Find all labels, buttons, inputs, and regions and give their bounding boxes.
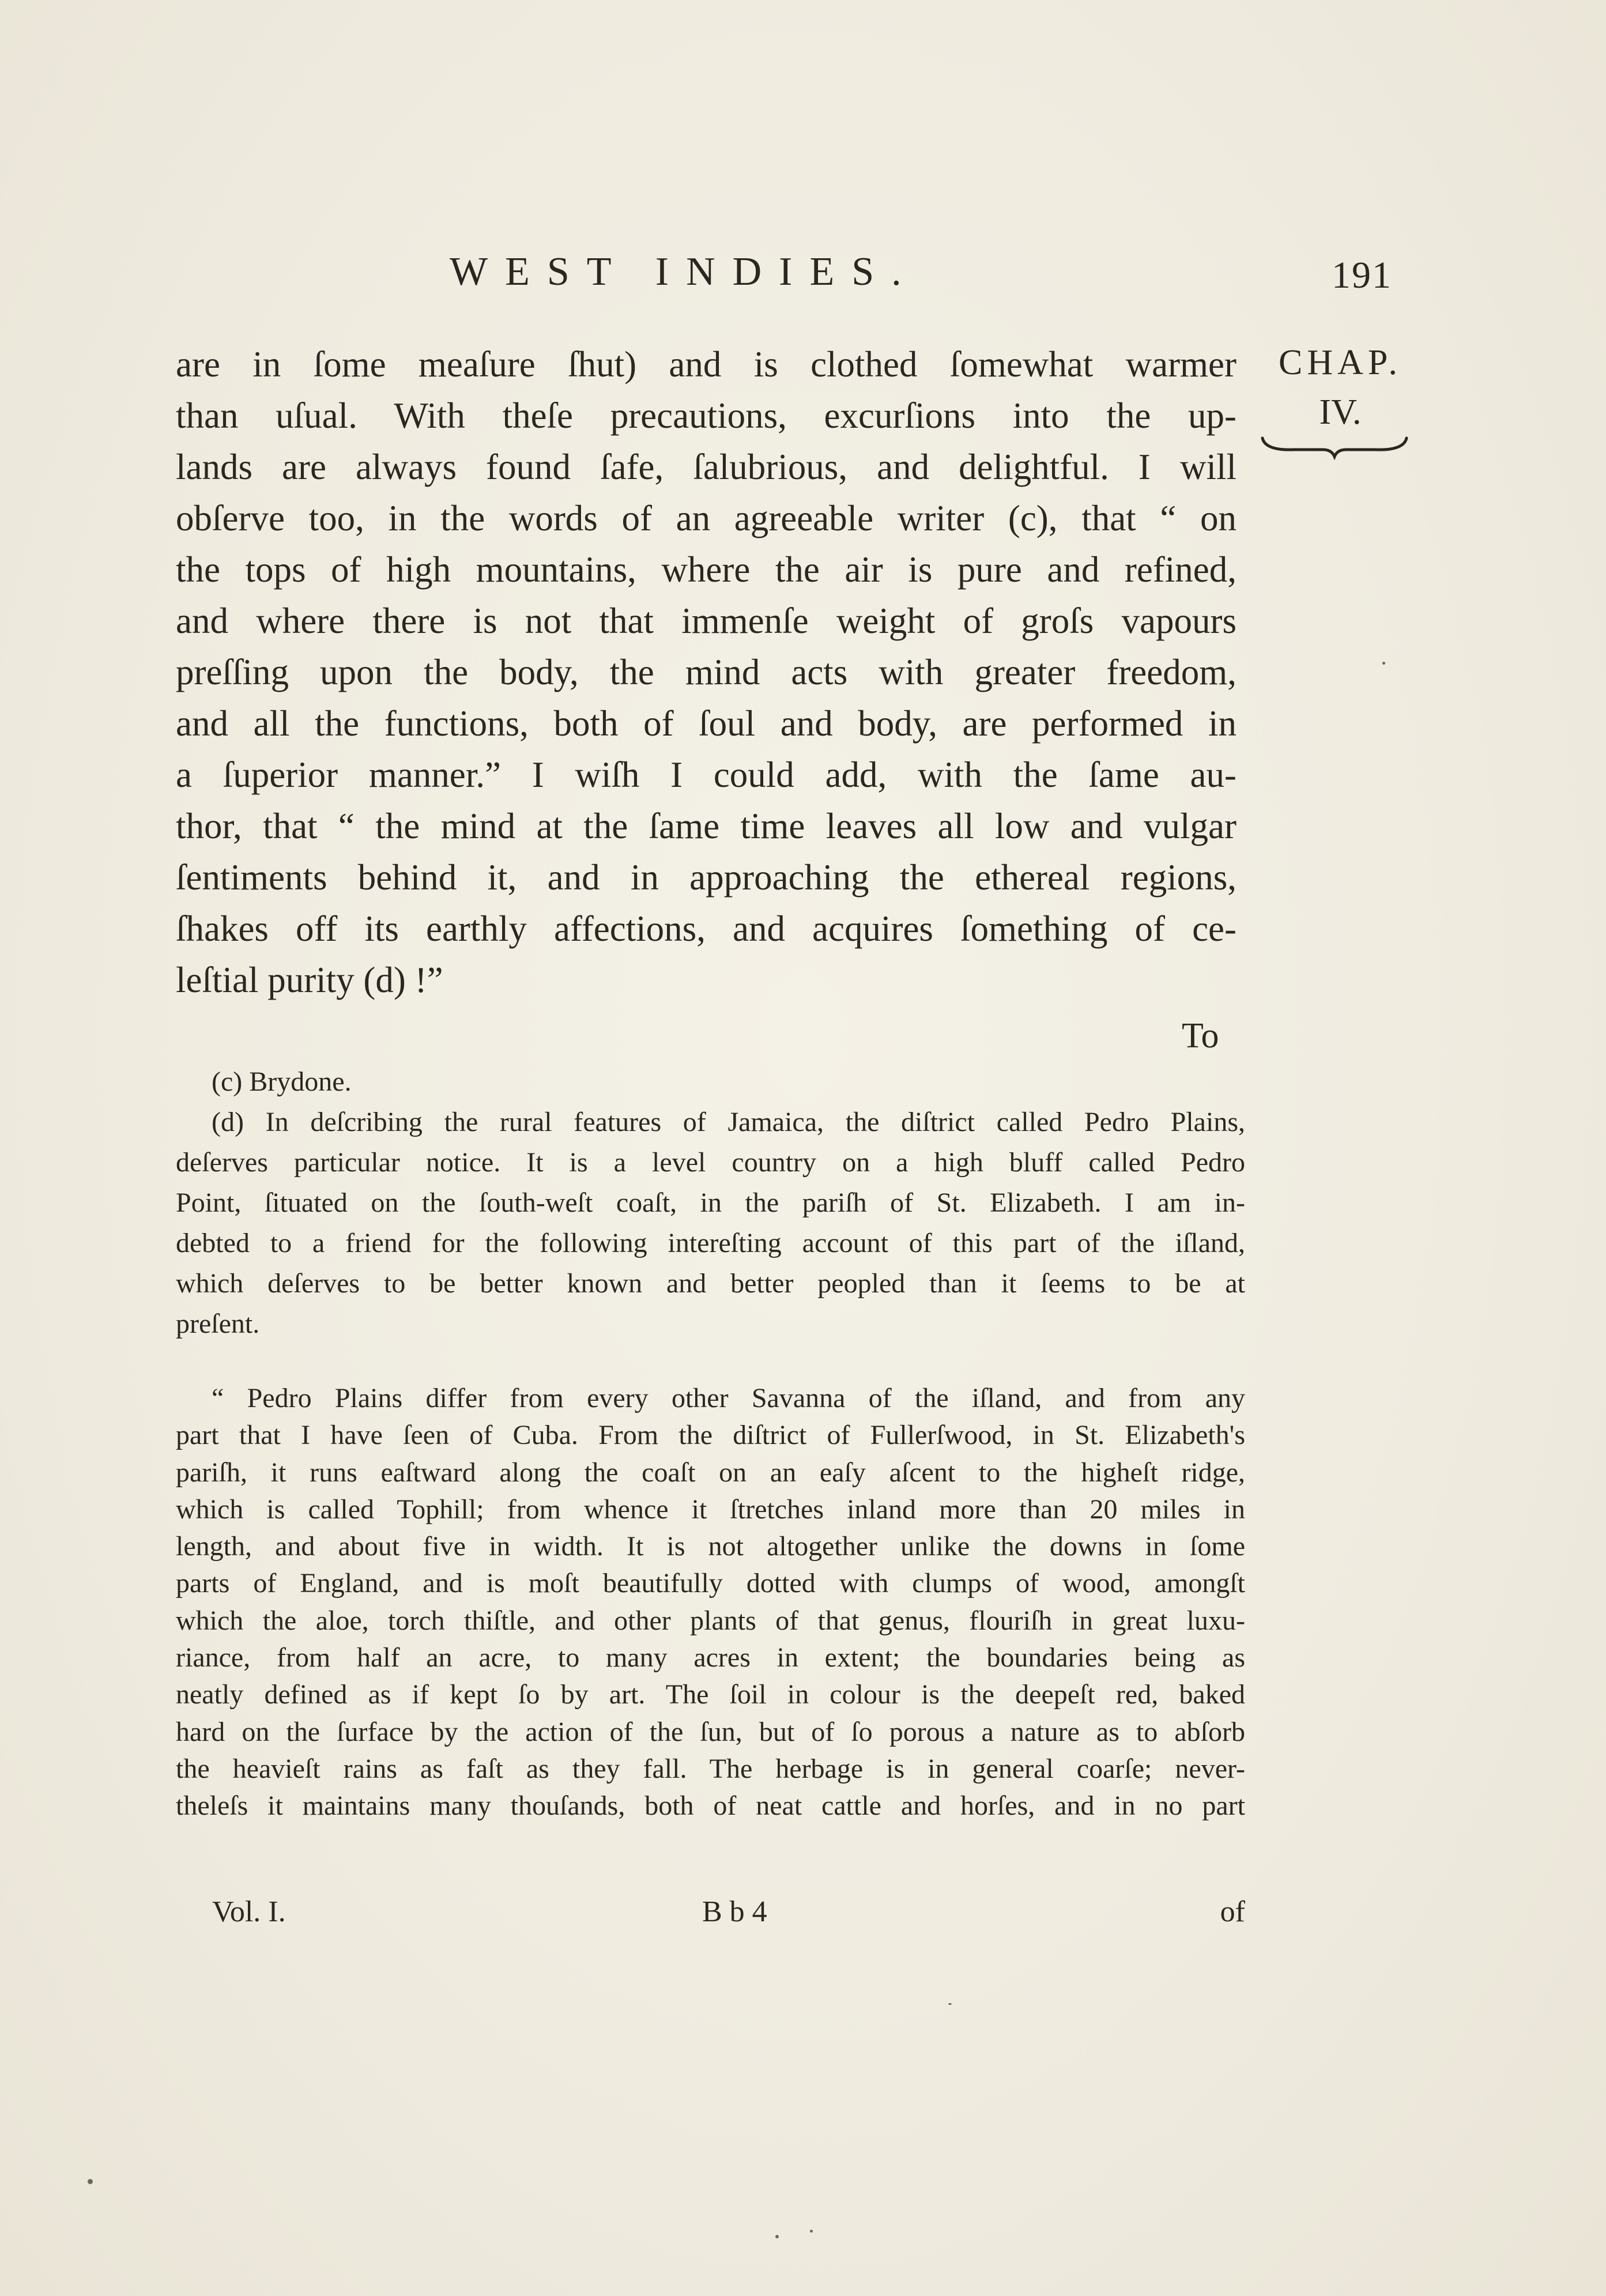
- footnote-line: debted to a friend for the following intereſting account of this part of the iſland,: [176, 1228, 1245, 1258]
- body-line: preſſing upon the body, the mind acts with greater freedom,: [176, 652, 1236, 692]
- body-line: ſentiments behind it, and in approaching the ethereal regions,: [176, 857, 1236, 898]
- footnote-line: preſent.: [176, 1309, 260, 1339]
- signature-mark: B b 4: [702, 1895, 767, 1928]
- body-line: and where there is not that immenſe weight of groſs vapours: [176, 601, 1236, 641]
- quote-line: part that I have ſeen of Cuba. From the diſtrict of Fullerſwood, in St. Elizabeth's: [176, 1420, 1245, 1451]
- quote-line: which the aloe, torch thiſtle, and other plants of that genus, flouriſh in great luxu-: [176, 1605, 1245, 1636]
- body-line: and all the functions, both of ſoul and body, are performed in: [176, 703, 1236, 744]
- catchword-of: of: [1220, 1895, 1245, 1928]
- body-text: [176, 339, 1236, 1006]
- quote-line: riance, from half an acre, to many acres in extent; the boundaries being as: [176, 1642, 1245, 1673]
- body-line: obſerve too, in the words of an agreeable writer (c), that “ on: [176, 498, 1236, 538]
- body-line: the tops of high mountains, where the air is pure and refined,: [176, 549, 1236, 590]
- body-line: a ſuperior manner.” I wiſh I could add, with the ſame au-: [176, 755, 1236, 795]
- quote-line: neatly defined as if kept ſo by art. The ſoil in colour is the deepeſt red, baked: [176, 1679, 1245, 1710]
- body-line: thor, that “ the mind at the ſame time leaves all low and vulgar: [176, 806, 1236, 846]
- footnote-line: Point, ſituated on the ſouth-weſt coaſt, in the pariſh of St. Elizabeth. I am in-: [176, 1187, 1245, 1218]
- quote-line: the heavieſt rains as faſt as they fall. The herbage is in general coarſe; never-: [176, 1753, 1245, 1784]
- paper-speck: [88, 2179, 93, 2184]
- footnote-quote: [176, 1380, 1245, 1825]
- quote-line: length, and about five in width. It is not altogether unlike the downs in ſome: [176, 1531, 1245, 1562]
- brace-icon: [1260, 433, 1409, 462]
- body-line: ſhakes off its earthly affections, and acquires ſomething of ce-: [176, 908, 1236, 949]
- paper-speck: [810, 2230, 813, 2233]
- quote-line: pariſh, it runs eaſtward along the coaſt on an eaſy aſcent to the higheſt ridge,: [176, 1457, 1245, 1488]
- quote-line: theleſs it maintains many thouſands, both of neat cattle and horſes, and in no part: [176, 1790, 1245, 1822]
- body-line: leſtial purity (d) !”: [176, 960, 443, 1000]
- margin-note-chap-label: CHAP.: [1278, 343, 1402, 382]
- quote-line: which is called Tophill; from whence it ſtretches inland more than 20 miles in: [176, 1494, 1245, 1525]
- footnote-line: deſerves particular notice. It is a level country on a high bluff called Pedro: [176, 1147, 1245, 1178]
- signature-line: [212, 1892, 1245, 1932]
- page-number: 191: [1332, 254, 1392, 296]
- margin-note-chap-number: IV.: [1319, 393, 1362, 432]
- volume-label: Vol. I.: [212, 1895, 286, 1928]
- margin-note-chapter: [1257, 338, 1424, 437]
- body-line: than uſual. With theſe precautions, excurſions into the up-: [176, 395, 1236, 436]
- footnotes: [176, 1062, 1245, 1344]
- paper-speck: [1382, 662, 1385, 665]
- quote-line: hard on the ſurface by the action of the ſun, but of ſo porous a nature as to abſorb: [176, 1716, 1245, 1747]
- paper-speck: [775, 2235, 779, 2238]
- footnote-c: (c) Brydone.: [212, 1066, 352, 1097]
- paper-speck: [948, 2003, 952, 2005]
- footnote-line: which deſerves to be better known and better peopled than it ſeems to be at: [176, 1268, 1245, 1299]
- body-line: lands are always found ſafe, ſalubrious, and delightful. I will: [176, 447, 1236, 487]
- quote-line: parts of England, and is moſt beautifully dotted with clumps of wood, amongſt: [176, 1568, 1245, 1599]
- quote-line: “ Pedro Plains differ from every other Savanna of the iſland, and from any: [212, 1383, 1245, 1413]
- body-line: are in ſome meaſure ſhut) and is clothed ſomewhat warmer: [176, 344, 1236, 384]
- running-head: WEST INDIES.: [450, 250, 919, 294]
- footnote-d: (d) In deſcribing the rural features of Jamaica, the diſtrict called Pedro Plains,: [212, 1107, 1245, 1137]
- catchword: To: [1182, 1016, 1219, 1055]
